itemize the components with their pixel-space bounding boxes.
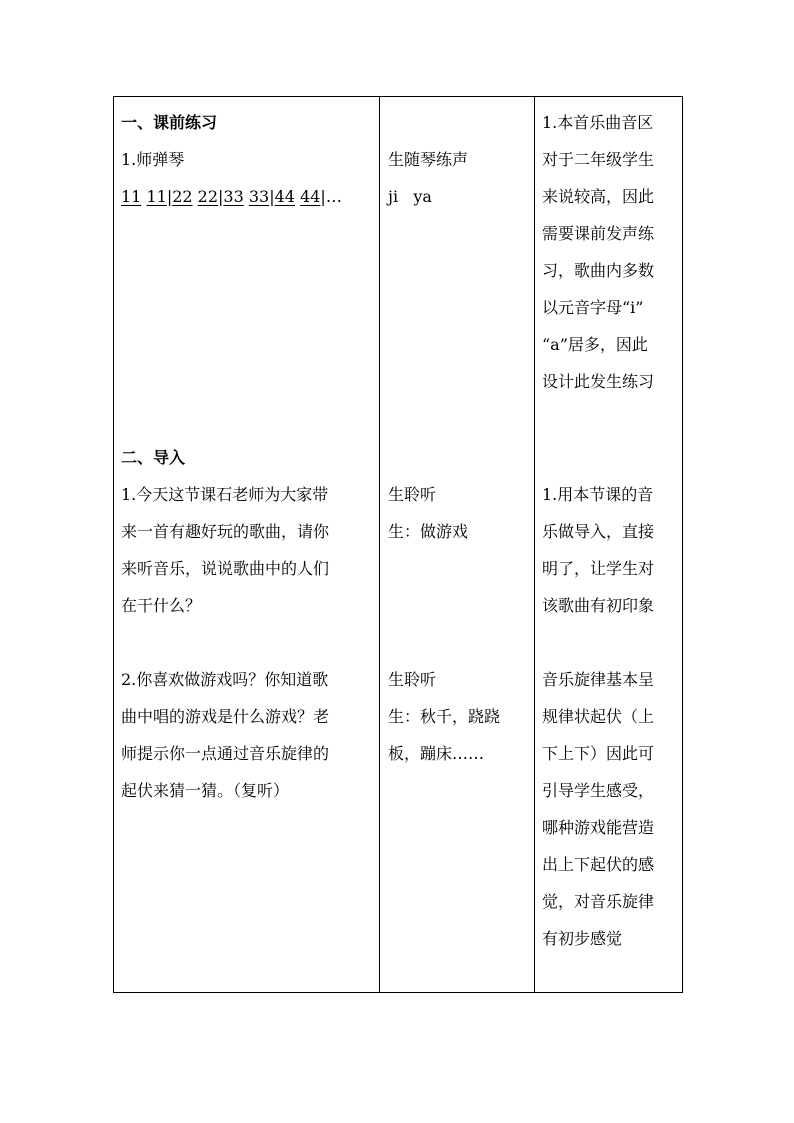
notation-note: 22 [197,187,219,206]
section2-note1-cell [542,476,678,624]
section1-note-line: 来说较高，因此 [542,187,655,206]
section1-note-cell [542,104,678,400]
section2-note1-line: 1.用本节课的音 [542,485,654,504]
column-divider-1 [379,97,380,992]
section2-note2-cell [542,661,678,957]
notation-note: 22 [172,187,193,206]
section2-student2-cell [388,661,528,772]
section2-note2-line: 引导学生感受， [542,781,655,800]
section1-item1: 1.师弹琴 [121,150,185,169]
section1-note-line: “a”居多，因此 [542,335,648,354]
section2-item2-line: 2.你喜欢做游戏吗？你知道歌 [121,670,329,689]
section2-student1-cell [388,476,528,550]
section2-item2-cell [121,661,369,809]
section1-note-line: 对于二年级学生 [542,150,655,169]
section2-item2-line: 曲中唱的游戏是什么游戏？老 [121,707,330,726]
section2-item1-line: 来听音乐，说说歌曲中的人们 [121,559,330,578]
section2-note2-line: 规律状起伏（上 [542,707,655,726]
notation-tail: … [325,187,342,206]
section2-note1-line: 乐做导入，直接 [542,522,655,541]
section2-student2-line: 生聆听 [388,670,437,689]
section2-student1-line: 生：做游戏 [388,522,469,541]
section2-item1-line: 1.今天这节课石老师为大家带 [121,485,329,504]
section1-syllables: ji ya [388,187,432,206]
section2-note1-line: 该歌曲有初印象 [542,596,655,615]
notation-note: 33 [223,187,244,206]
section2-note2-line: 音乐旋律基本呈 [542,670,655,689]
section2-item2-line: 师提示你一点通过音乐旋律的 [121,744,330,763]
section1-heading: 一、课前练习 [121,113,218,132]
section1-note-line: 设计此发生练习 [542,372,655,391]
column-divider-2 [534,97,535,992]
section1-student: 生随琴练声 [388,150,469,169]
section1-note-line: 需要课前发声练 [542,224,655,243]
section2-note2-line: 出上下起伏的感 [542,855,655,874]
section2-teacher-cell [121,439,369,624]
notation-note: 11 [121,187,142,206]
notation-note: 44 [274,187,295,206]
section2-note2-line: 觉，对音乐旋律 [542,892,655,911]
notation-note: 33 [248,187,270,206]
section2-note2-line: 哪种游戏能营造 [542,818,655,837]
section1-note-line: 1.本首乐曲音区 [542,113,654,132]
section2-student2-line: 生：秋千，跷跷 [388,707,501,726]
section2-item1-line: 在干什么？ [121,596,202,615]
section1-teacher-cell [121,104,369,215]
section2-heading: 二、导入 [121,448,186,467]
section1-note-line: 以元音字母“i” [542,298,644,317]
section2-note2-line: 下上下）因此可 [542,744,655,763]
notation-note: 44 [300,187,321,206]
notation-note: 11 [146,187,167,206]
section1-student-cell [388,141,528,215]
section2-item1-line: 来一首有趣好玩的歌曲，请你 [121,522,330,541]
lesson-plan-table [113,96,683,993]
section2-student2-line: 板，蹦床…… [388,744,485,763]
music-notation: 11 11|22 22|33 33|44 44|… [121,187,342,206]
section2-student1-line: 生聆听 [388,485,437,504]
section2-note2-line: 有初步感觉 [542,929,623,948]
section1-note-line: 习，歌曲内多数 [542,261,655,280]
section2-item2-line: 起伏来猜一猜。（复听） [121,781,290,800]
section2-note1-line: 明了，让学生对 [542,559,655,578]
